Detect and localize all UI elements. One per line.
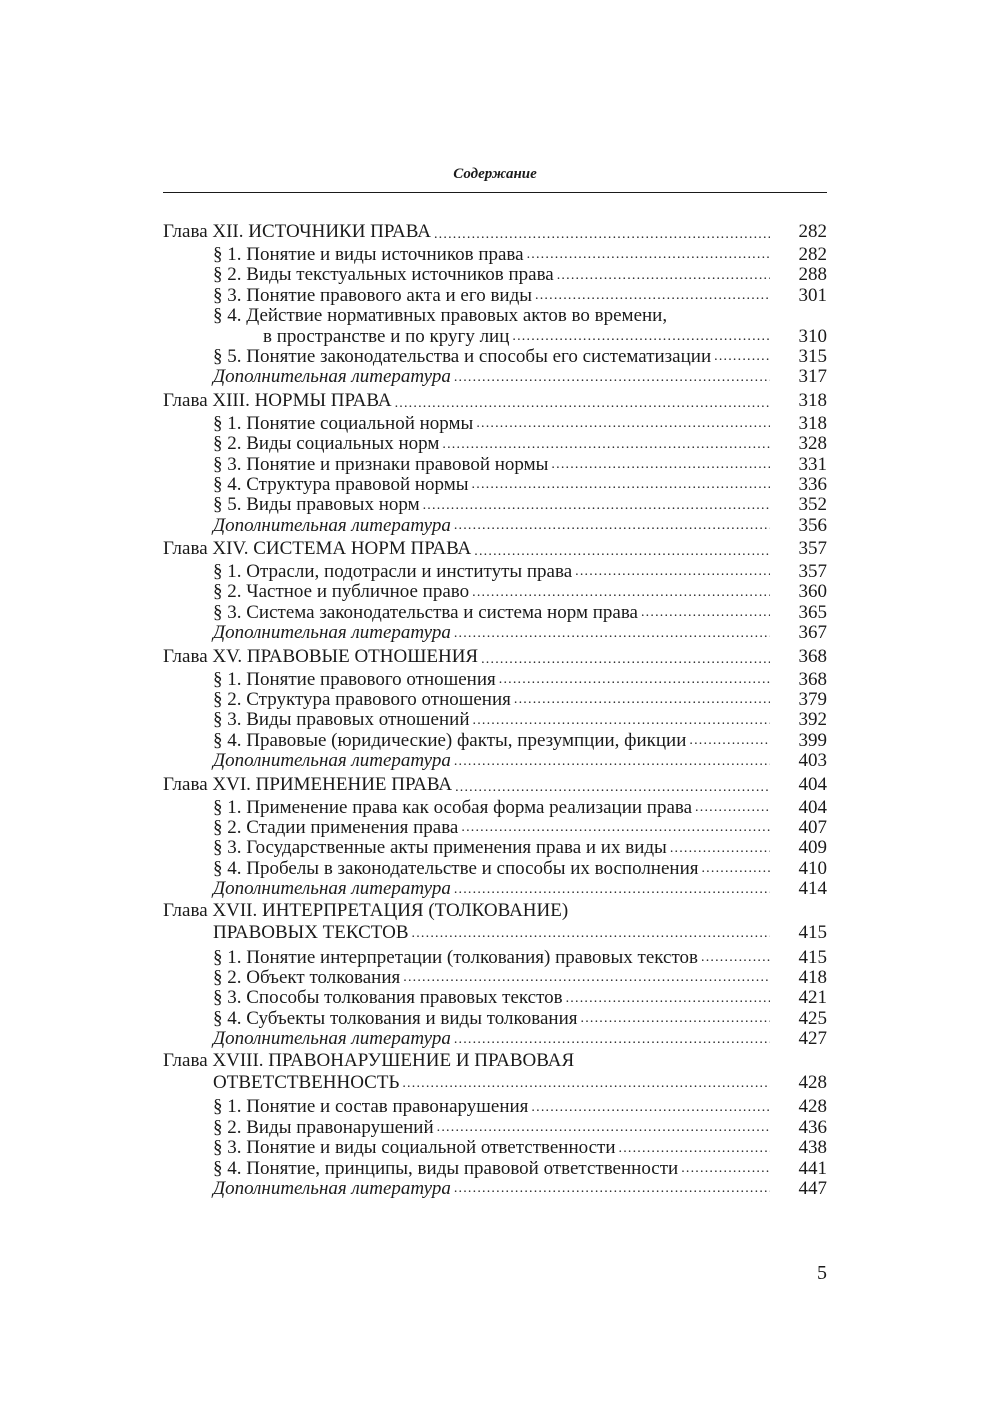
- section-item-page: 336: [798, 473, 827, 495]
- section-item-page: 360: [798, 581, 827, 603]
- chapter-heading[interactable]: [163, 900, 827, 922]
- dot-leader: [402, 1072, 770, 1094]
- literature-item[interactable]: [163, 1179, 827, 1199]
- section-item-cont[interactable]: [163, 327, 827, 347]
- section-item-page: 365: [798, 601, 827, 623]
- dot-leader: [557, 265, 770, 285]
- dot-leader: [714, 347, 770, 367]
- section-item[interactable]: [163, 1098, 827, 1118]
- section-item-page: 328: [798, 433, 827, 455]
- literature-item-title: Дополнительная литература: [213, 1178, 451, 1200]
- section-item-page: 409: [798, 837, 827, 859]
- chapter-heading-title: Глава XVI. ПРИМЕНЕНИЕ ПРАВА: [163, 773, 453, 795]
- section-item-title: § 2. Виды правонарушений: [213, 1116, 434, 1138]
- section-item-page: 331: [798, 453, 827, 475]
- section-item-page: 318: [798, 412, 827, 434]
- dot-leader: [461, 818, 770, 838]
- section-item-page: 404: [798, 796, 827, 818]
- section-item-title: § 3. Виды правовых отношений: [213, 709, 470, 731]
- dot-leader: [581, 1009, 771, 1029]
- section-item[interactable]: [163, 495, 827, 515]
- literature-item-title: Дополнительная литература: [213, 1028, 451, 1050]
- section-item[interactable]: [163, 475, 827, 495]
- page-number: 5: [817, 1262, 827, 1284]
- literature-item[interactable]: [163, 367, 827, 387]
- chapter-heading-page: 368: [798, 645, 827, 667]
- chapter-heading[interactable]: [163, 388, 827, 414]
- section-item-page: 282: [798, 243, 827, 265]
- section-item[interactable]: [163, 455, 827, 475]
- dot-leader: [474, 536, 770, 562]
- section-item-page: 410: [798, 857, 827, 879]
- section-item[interactable]: [163, 988, 827, 1008]
- dot-leader: [695, 798, 770, 818]
- dot-leader: [481, 644, 770, 670]
- literature-item-title: Дополнительная литература: [213, 750, 451, 772]
- section-item-title: § 1. Понятие социальной нормы: [213, 412, 474, 434]
- section-item-title: § 4. Понятие, принципы, виды правовой ответственности: [213, 1157, 679, 1179]
- section-item[interactable]: [163, 1118, 827, 1138]
- chapter-heading-title: Глава XVIII. ПРАВОНАРУШЕНИЕ И ПРАВОВАЯ: [163, 1049, 575, 1071]
- chapter-heading-title: Глава XII. ИСТОЧНИКИ ПРАВА: [163, 221, 431, 242]
- dot-leader: [423, 495, 770, 515]
- chapter-heading-title: Глава XIII. НОРМЫ ПРАВА: [163, 389, 392, 411]
- dot-leader: [455, 772, 770, 798]
- section-item-page: 438: [798, 1137, 827, 1159]
- dot-leader: [454, 879, 770, 899]
- dot-leader: [619, 1138, 771, 1158]
- dot-leader: [527, 245, 770, 265]
- section-item-page: 315: [798, 345, 827, 367]
- section-item-page: 428: [798, 1096, 827, 1118]
- dot-leader: [681, 1159, 770, 1179]
- dot-leader: [454, 516, 770, 536]
- section-item-title: § 1. Отрасли, подотрасли и институты права: [213, 561, 573, 583]
- section-item-page: 425: [798, 1007, 827, 1029]
- section-item[interactable]: [163, 582, 827, 602]
- section-item[interactable]: [163, 562, 827, 582]
- literature-item-page: 403: [798, 750, 827, 772]
- chapter-heading-page: 282: [798, 221, 827, 242]
- section-item[interactable]: [163, 798, 827, 818]
- section-item[interactable]: [163, 838, 827, 858]
- dot-leader: [701, 859, 770, 879]
- section-item-title: § 2. Стадии применения права: [213, 816, 459, 838]
- chapter-heading[interactable]: [163, 536, 827, 562]
- chapter-heading-title: Глава XV. ПРАВОВЫЕ ОТНОШЕНИЯ: [163, 645, 479, 667]
- dot-leader: [454, 367, 770, 387]
- section-item[interactable]: [163, 414, 827, 434]
- dot-leader: [566, 988, 770, 1008]
- dot-leader: [412, 922, 770, 944]
- section-item-title: § 2. Виды социальных норм: [213, 433, 440, 455]
- section-item[interactable]: [163, 690, 827, 710]
- section-item-title: § 3. Государственные акты применения права и их виды: [213, 837, 667, 859]
- dot-leader: [641, 603, 770, 623]
- section-item-title: § 2. Объект толкования: [213, 966, 401, 988]
- dot-leader: [472, 582, 770, 602]
- dot-leader: [575, 562, 770, 582]
- section-item[interactable]: [163, 265, 827, 285]
- section-item[interactable]: [163, 818, 827, 838]
- chapter-heading-title: Глава XIV. СИСТЕМА НОРМ ПРАВА: [163, 538, 472, 560]
- section-item[interactable]: [163, 948, 827, 968]
- section-item-title: § 3. Система законодательства и система норм права: [213, 601, 638, 623]
- section-item-page: 418: [798, 966, 827, 988]
- section-item-title: § 4. Структура правовой нормы: [213, 473, 469, 495]
- section-item-title: § 2. Виды текстуальных источников права: [213, 264, 554, 286]
- section-item[interactable]: [163, 968, 827, 988]
- section-item-cont-title: в пространстве и по кругу лиц: [263, 325, 510, 347]
- section-item[interactable]: [163, 1159, 827, 1179]
- literature-item-page: 427: [798, 1028, 827, 1050]
- section-item[interactable]: [163, 731, 827, 751]
- section-item[interactable]: [163, 603, 827, 623]
- section-item-page: 399: [798, 729, 827, 751]
- section-item-page: 288: [798, 264, 827, 286]
- section-item[interactable]: [163, 1009, 827, 1029]
- chapter-heading-page: 357: [798, 538, 827, 560]
- literature-item[interactable]: [163, 623, 827, 643]
- chapter-heading-cont[interactable]: [163, 1072, 827, 1094]
- dot-leader: [514, 690, 770, 710]
- section-item-title: § 4. Пробелы в законодательстве и способы их восполнения: [213, 857, 699, 879]
- section-item-page: 392: [798, 709, 827, 731]
- section-item-title: § 3. Понятие правового акта и его виды: [213, 284, 533, 306]
- dot-leader: [437, 1118, 770, 1138]
- dot-leader: [454, 623, 770, 643]
- section-item[interactable]: [163, 306, 827, 326]
- dot-leader: [434, 219, 770, 245]
- chapter-heading-cont[interactable]: [163, 922, 827, 944]
- literature-item-title: Дополнительная литература: [213, 514, 451, 536]
- dot-leader: [670, 838, 770, 858]
- chapter-heading[interactable]: [163, 772, 827, 798]
- dot-leader: [512, 327, 770, 347]
- running-header: Содержание: [453, 166, 537, 182]
- header-rule: [163, 192, 827, 193]
- literature-item[interactable]: [163, 1029, 827, 1049]
- section-item-title: § 5. Понятие законодательства и способы его систематизации: [213, 345, 712, 367]
- chapter-heading-cont-title: ОТВЕТСТВЕННОСТЬ: [213, 1071, 400, 1093]
- dot-leader: [551, 455, 770, 475]
- section-item[interactable]: [163, 347, 827, 367]
- literature-item-title: Дополнительная литература: [213, 878, 451, 900]
- section-item-page: 357: [798, 561, 827, 583]
- dot-leader: [454, 751, 770, 771]
- section-item-title: § 1. Понятие и виды источников права: [213, 243, 524, 265]
- chapter-heading[interactable]: [163, 1050, 827, 1072]
- literature-item-page: 447: [798, 1178, 827, 1200]
- chapter-heading-cont-title: ПРАВОВЫХ ТЕКСТОВ: [213, 921, 409, 943]
- section-item[interactable]: [163, 859, 827, 879]
- section-item[interactable]: [163, 434, 827, 454]
- section-item-page: 352: [798, 494, 827, 516]
- literature-item-title: Дополнительная литература: [213, 622, 451, 644]
- section-item-title: § 4. Субъекты толкования и виды толкования: [213, 1007, 578, 1029]
- chapter-heading-cont-page: 428: [798, 1071, 827, 1093]
- section-item-title: § 1. Применение права как особая форма реализации права: [213, 796, 693, 818]
- dot-leader: [395, 388, 770, 414]
- literature-item-page: 414: [798, 878, 827, 900]
- dot-leader: [535, 286, 770, 306]
- literature-item-page: 317: [798, 366, 827, 388]
- section-item-page: 301: [798, 284, 827, 306]
- section-item-page: 407: [798, 816, 827, 838]
- dot-leader: [442, 434, 770, 454]
- section-item-title: § 1. Понятие и состав правонарушения: [213, 1096, 529, 1118]
- chapter-heading-title: Глава XVII. ИНТЕРПРЕТАЦИЯ (ТОЛКОВАНИЕ): [163, 899, 569, 921]
- dot-leader: [454, 1179, 770, 1199]
- section-item-title: § 3. Способы толкования правовых текстов: [213, 987, 563, 1009]
- literature-item-page: 367: [798, 622, 827, 644]
- chapter-heading[interactable]: [163, 644, 827, 670]
- section-item[interactable]: [163, 670, 827, 690]
- dot-leader: [454, 1029, 770, 1049]
- section-item-title: § 2. Частное и публичное право: [213, 581, 470, 603]
- section-item-title: § 2. Структура правового отношения: [213, 689, 511, 711]
- chapter-heading[interactable]: [163, 219, 827, 245]
- section-item-title: § 5. Виды правовых норм: [213, 494, 420, 516]
- section-item-title: § 1. Понятие интерпретации (толкования) правовых текстов: [213, 946, 698, 968]
- table-of-contents: [163, 219, 827, 1199]
- section-item-page: 441: [798, 1157, 827, 1179]
- dot-leader: [473, 710, 771, 730]
- section-item[interactable]: [163, 245, 827, 265]
- literature-item-page: 356: [798, 514, 827, 536]
- dot-leader: [531, 1098, 770, 1118]
- chapter-heading-cont-page: 415: [798, 921, 827, 943]
- dot-leader: [403, 968, 770, 988]
- section-item-title: § 4. Действие нормативных правовых актов во времени,: [213, 305, 668, 327]
- section-item-title: § 3. Понятие и виды социальной ответственности: [213, 1137, 616, 1159]
- section-item[interactable]: [163, 1138, 827, 1158]
- literature-item[interactable]: [163, 516, 827, 536]
- chapter-heading-page: 318: [798, 389, 827, 411]
- dot-leader: [499, 670, 770, 690]
- dot-leader: [701, 948, 770, 968]
- section-item[interactable]: [163, 710, 827, 730]
- section-item-page: 368: [798, 668, 827, 690]
- literature-item[interactable]: [163, 879, 827, 899]
- section-item-page: 436: [798, 1116, 827, 1138]
- literature-item-title: Дополнительная литература: [213, 366, 451, 388]
- section-item-title: § 1. Понятие правового отношения: [213, 668, 496, 690]
- dot-leader: [689, 731, 770, 751]
- section-item-title: § 4. Правовые (юридические) факты, презумпции, фикции: [213, 729, 687, 751]
- dot-leader: [472, 475, 770, 495]
- section-item-title: § 3. Понятие и признаки правовой нормы: [213, 453, 549, 475]
- section-item-page: 379: [798, 689, 827, 711]
- dot-leader: [476, 414, 770, 434]
- literature-item[interactable]: [163, 751, 827, 771]
- section-item-page: 421: [798, 987, 827, 1009]
- section-item-page: 415: [798, 946, 827, 968]
- section-item-cont-page: 310: [798, 325, 827, 347]
- section-item[interactable]: [163, 286, 827, 306]
- chapter-heading-page: 404: [798, 773, 827, 795]
